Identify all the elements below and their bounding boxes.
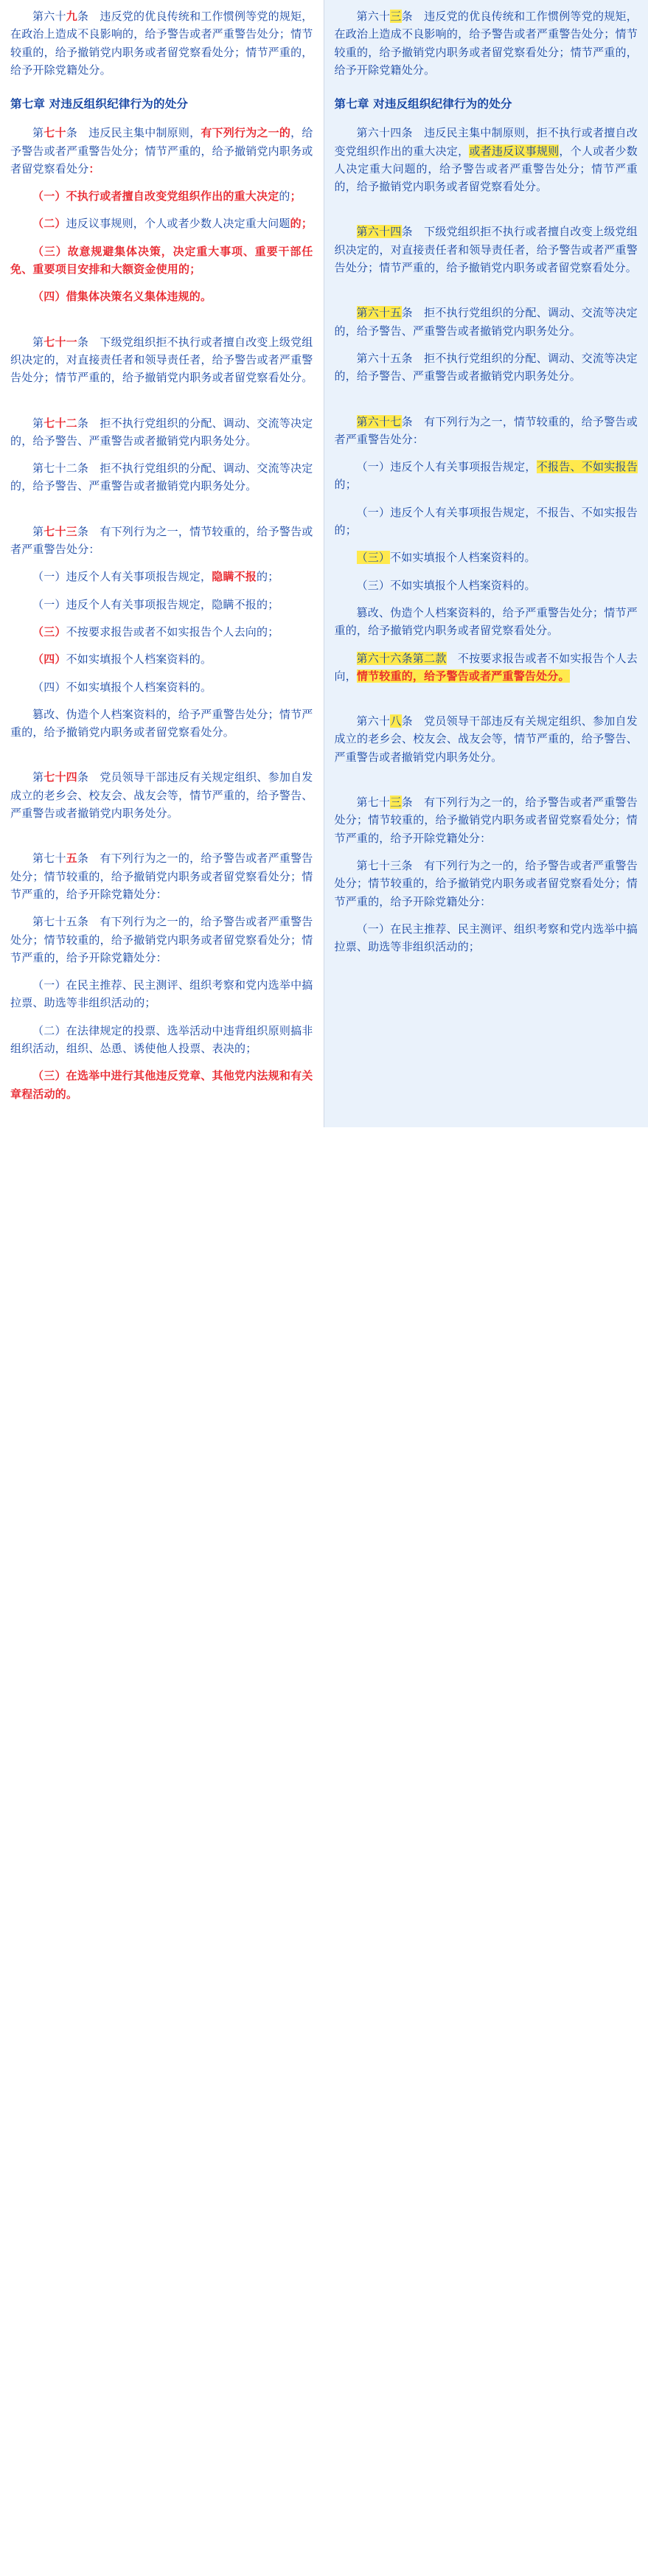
article-70-paragraph: 第七十条 违反民主集中制原则，有下列行为之一的，给予警告或者严重警告处分；情节严重的，给予撤销党内职务或者留党察看处分： (10, 126, 313, 175)
spacer (335, 776, 638, 793)
column-after (324, 0, 648, 1127)
spacer (335, 286, 638, 304)
chapter-7-heading-right: 第七章 对违反组织纪律行为的处分 (334, 97, 512, 111)
article-71-paragraph: 第七十一条 下级党组织拒不执行或者擅自改变上级党组织决定的，对直接责任者和领导责任者，给予警告或者严重警告处分；情节严重的，给予撤销党内职务或者留党察看处分。 (10, 335, 313, 385)
article-69-paragraph: 第六十九条 违反党的优良传统和工作惯例等党的规矩，在政治上造成不良影响的，给予警告或者严重警告处分；情节较重的，给予撤销党内职务或者留党察看处分；情节严重的，给予开除党籍处分。 (10, 10, 313, 77)
article-70-item-1: （一）不执行或者擅自改变党组织作出的重大决定的； (32, 189, 302, 203)
spacer (10, 316, 313, 333)
article-70-item-3: （三）故意规避集体决策，决定重大事项、重要干部任免、重要项目安排和大额资金使用的； (10, 244, 313, 276)
article-67-paragraph-2: （三）不如实填报个人档案资料的。 (356, 578, 536, 592)
article-74-paragraph: 第七十四条 党员领导干部违反有关规定组织、参加自发成立的老乡会、校友会、战友会等，情节严重的，给予警告、严重警告或者撤销党内职务处分。 (10, 770, 313, 821)
article-70-item-2: （二）违反议事规则，个人或者少数人决定重大问题的； (32, 217, 313, 231)
article-72-paragraph-2: 第七十二条 拒不执行党组织的分配、调动、交流等决定的，给予警告、严重警告或者撤销党内职务处分。 (10, 462, 313, 493)
spacer (10, 751, 313, 768)
article-75-item-3: （二）在法律规定的投票、选举活动中违背组织原则搞非组织活动，组织、怂恿、诱使他人投票、表决的； (10, 1023, 313, 1055)
article-73-paragraph: 第七十三条 有下列行为之一，情节较重的，给予警告或者严重警告处分： (10, 524, 313, 557)
article-64-paragraph: 第六十四条 违反民主集中制原则，拒不执行或者擅自改变党组织作出的重大决定，或者违反议事规则，个人或者少数人决定重大问题的，给予警告或者严重警告处分；情节严重的，给予撤销党内职务或者留党察看处分。 (334, 126, 638, 194)
article-72-paragraph: 第七十二条 拒不执行党组织的分配、调动、交流等决定的，给予警告、严重警告或者撤销党内职务处分。 (10, 416, 313, 448)
spacer (335, 395, 638, 413)
spacer (335, 205, 638, 223)
article-67-item-2: （一）违反个人有关事项报告规定，不报告、不如实报告的； (334, 505, 638, 537)
article-63-paragraph: 第六十三条 违反党的优良传统和工作惯例等党的规矩，在政治上造成不良影响的，给予警告或者严重警告处分；情节较重的，给予撤销党内职务或者留党察看处分；情节严重的，给予开除党籍处分。 (334, 10, 638, 77)
article-75-paragraph-2: （三）在选举中进行其他违反党章、其他党内法规和有关章程活动的。 (10, 1069, 313, 1101)
article-70-item-4: （四）借集体决策名义集体违规的。 (32, 290, 212, 304)
spacer (10, 832, 313, 849)
article-73-right-item-3: （一）在民主推荐、民主测评、组织考察和党内选举中搞拉票、助选等非组织活动的； (334, 922, 638, 954)
article-64b-paragraph: 第六十四条 下级党组织拒不执行或者擅自改变上级党组织决定的，对直接责任者和领导责任者，给予警告或者严重警告处分；情节严重的，给予撤销党内职务或者留党察看处分。 (334, 225, 638, 275)
article-65-paragraph-2: 第六十五条 拒不执行党组织的分配、调动、交流等决定的，给予警告、严重警告或者撤销党内职务处分。 (334, 351, 638, 383)
article-67-item-1: （一）违反个人有关事项报告规定，不报告、不如实报告的； (334, 460, 638, 492)
article-73-item-3: （三）不按要求报告或者不如实报告个人去向的； (32, 624, 279, 638)
article-75-item-2: （一）在民主推荐、民主测评、组织考察和党内选举中搞拉票、助选等非组织活动的； (10, 978, 313, 1010)
article-73-right-paragraph: 第七十三条 有下列行为之一的，给予警告或者严重警告处分；情节较重的，给予撤销党内职务或者留党察看处分；情节严重的，给予开除党籍处分： (334, 796, 638, 845)
article-73-paragraph-3: 篡改、伪造个人档案资料的，给予严重警告处分；情节严重的，给予撤销党内职务或者留党察看处分。 (10, 707, 313, 739)
article-68-paragraph: 第六十八条 党员领导干部违反有关规定组织、参加自发成立的老乡会、校友会、战友会等，情节严重的，给予警告、严重警告或者撤销党内职务处分。 (334, 714, 638, 764)
article-73-item-1: （一）违反个人有关事项报告规定，隐瞒不报的； (32, 570, 279, 584)
chapter-7-heading-left: 第七章 对违反组织纪律行为的处分 (10, 97, 189, 111)
article-67-paragraph: 第六十七条 有下列行为之一，情节较重的，给予警告或者严重警告处分： (334, 414, 638, 446)
article-65-paragraph: 第六十五条 拒不执行党组织的分配、调动、交流等决定的，给予警告、严重警告或者撤销党内职务处分。 (334, 306, 638, 338)
article-75-item-1: 第七十五条 有下列行为之一的，给予警告或者严重警告处分；情节较重的，给予撤销党内职务或者留党察看处分；情节严重的，给予开除党籍处分： (10, 915, 313, 964)
article-66-clause-2: 第六十六条第二款 不按要求报告或者不如实报告个人去向，情节较重的，给予警告或者严重警告处分。 (334, 651, 638, 683)
column-before (0, 0, 324, 1127)
spacer (10, 505, 313, 523)
article-67-paragraph-3: 篡改、伪造个人档案资料的，给予严重警告处分；情节严重的，给予撤销党内职务或者留党察看处分。 (334, 605, 638, 638)
comparison-columns (0, 0, 648, 1127)
article-73-right-item-2: 第七十三条 有下列行为之一的，给予警告或者严重警告处分；情节较重的，给予撤销党内职务或者留党察看处分；情节严重的，给予开除党籍处分： (334, 858, 638, 908)
spacer (10, 397, 313, 414)
article-73-item-2: （一）违反个人有关事项报告规定，隐瞒不报的； (32, 597, 279, 611)
article-73-item-4: （四）不如实填报个人档案资料的。 (32, 652, 212, 666)
article-73-paragraph-2: （四）不如实填报个人档案资料的。 (32, 680, 212, 694)
spacer (335, 695, 638, 712)
article-75-paragraph: 第七十五条 有下列行为之一的，给予警告或者严重警告处分；情节较重的，给予撤销党内职务或者留党察看处分；情节严重的，给予开除党籍处分： (10, 852, 313, 901)
article-67-item-3: （三）不如实填报个人档案资料的。 (356, 551, 536, 565)
